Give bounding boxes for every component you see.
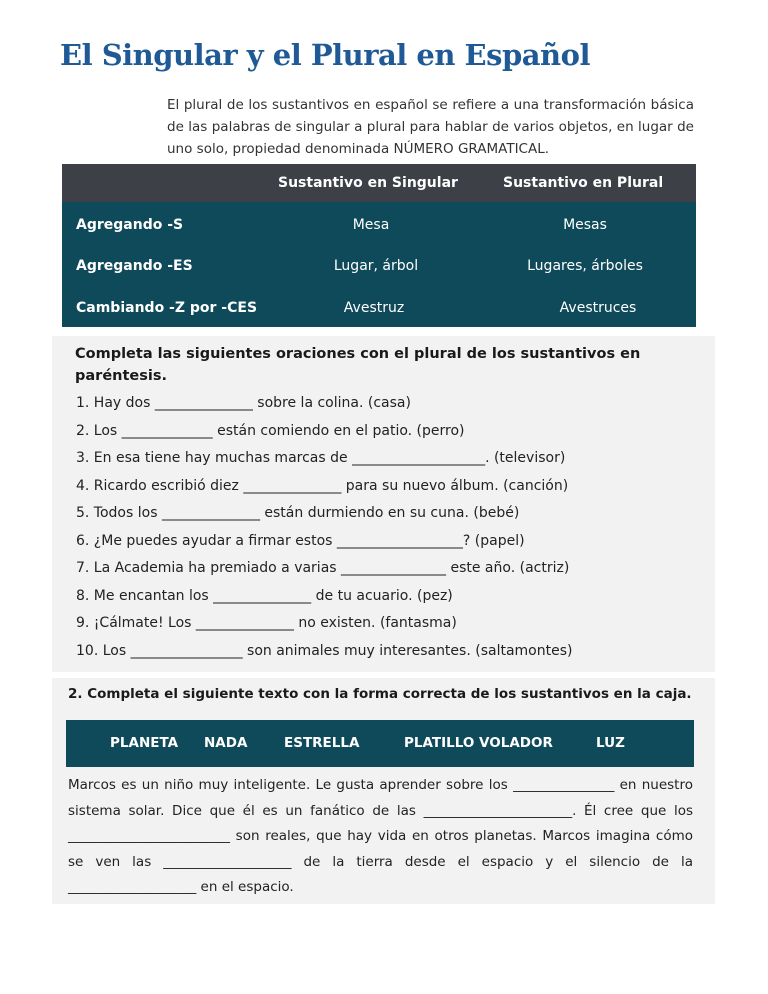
grammar-table-header xyxy=(62,164,696,202)
intro-paragraph: El plural de los sustantivos en español se refiere a una transformación básica de las palabras de singular a plural para hablar de varios objetos, en lugar de uno solo, propiedad denominada NÚMERO GRAMATICAL. xyxy=(167,97,694,157)
list-item: 1. Hay dos ______________ sobre la colina. (casa) xyxy=(76,395,411,411)
word-bank-item: LUZ xyxy=(596,735,625,751)
plural-cell: Avestruces xyxy=(559,300,637,316)
table-row xyxy=(62,246,696,286)
list-item: 9. ¡Cálmate! Los ______________ no existen. (fantasma) xyxy=(76,615,457,631)
list-item: 8. Me encantan los ______________ de tu acuario. (pez) xyxy=(76,587,453,604)
table-row xyxy=(62,288,696,328)
exercise-2-text: Marcos es un niño muy inteligente. Le gusta aprender sobre los _______________ en nuestro sistema solar. Dice que él es un fanático de las ______________________. Él cree que los ________________________ son reales, que hay vida en otros planetas. Marcos imagina cómo se ven las ___________________ de la tierra desde el espacio y el silencio de la ___________________ en el espacio. xyxy=(68,777,693,895)
list-item: 3. En esa tiene hay muchas marcas de ___________________. (televisor) xyxy=(76,450,566,466)
table-row xyxy=(62,205,696,245)
exercise-2 xyxy=(52,678,715,904)
word-bank-item: ESTRELLA xyxy=(284,735,360,751)
exercise-1-list xyxy=(76,392,706,667)
header-singular: Sustantivo en Singular xyxy=(278,175,458,191)
grammar-table xyxy=(62,164,696,327)
word-bank-item: NADA xyxy=(204,735,248,751)
rule-label: Cambiando -Z por -CES xyxy=(76,300,258,316)
list-item: 2. Los _____________ están comiendo en el patio. (perro) xyxy=(76,422,465,439)
exercise-1-instruction: Completa las siguientes oraciones con el plural de los sustantivos en paréntesis. xyxy=(75,346,641,384)
singular-cell: Lugar, árbol xyxy=(333,258,419,274)
plural-cell: Lugares, árboles xyxy=(527,258,643,274)
word-bank xyxy=(66,720,694,767)
list-item: 5. Todos los ______________ están durmiendo en su cuna. (bebé) xyxy=(76,505,520,521)
list-item: 6. ¿Me puedes ayudar a firmar estos __________________? (papel) xyxy=(76,532,525,549)
plural-cell: Mesas xyxy=(563,217,607,233)
rule-label: Agregando -S xyxy=(76,217,184,233)
singular-cell: Mesa xyxy=(352,217,390,233)
word-bank-item: PLATILLO VOLADOR xyxy=(404,735,553,751)
list-item: 4. Ricardo escribió diez ______________ para su nuevo álbum. (canción) xyxy=(76,477,569,494)
exercise-2-instruction: 2. Completa el siguiente texto con la forma correcta de los sustantivos en la caja. xyxy=(68,686,692,702)
page-title: El Singular y el Plural en Español xyxy=(60,38,590,72)
rule-label: Agregando -ES xyxy=(76,258,193,274)
singular-cell: Avestruz xyxy=(343,300,405,316)
header-plural: Sustantivo en Plural xyxy=(503,175,664,191)
grammar-table-body xyxy=(62,202,696,327)
exercise-1 xyxy=(52,336,715,672)
list-item: 10. Los ________________ son animales muy interesantes. (saltamontes) xyxy=(76,642,573,659)
list-item: 7. La Academia ha premiado a varias _______________ este año. (actriz) xyxy=(76,560,570,576)
word-bank-item: PLANETA xyxy=(110,735,179,751)
